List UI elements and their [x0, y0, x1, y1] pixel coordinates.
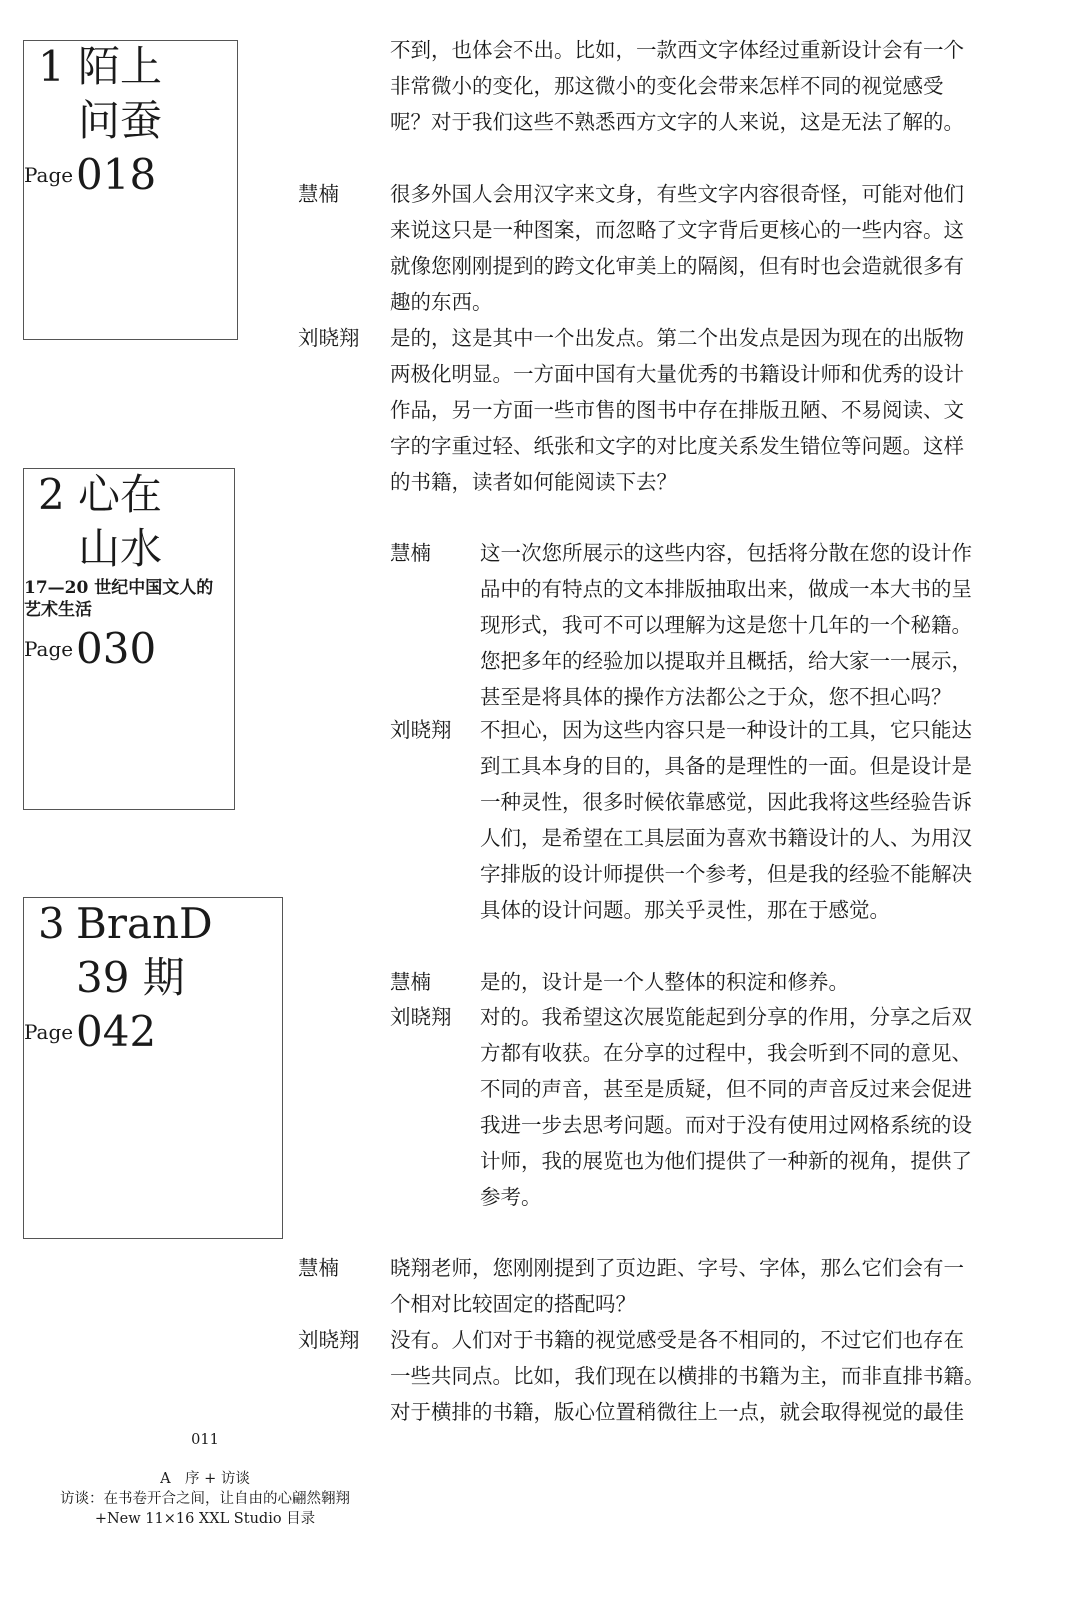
dialogue-paragraph: 对的。我希望这次展览能起到分享的作用，分享之后双 方都有收获。在分享的过程中，我会听到不同的意见、 不同的声音，甚至是质疑，但不同的声音反过来会促进 我进一步去思考问题。而对于没有使用过网格系统的设 计师，我的展览也为他们提供了一种新的视角，提供了 参考。 [480, 1005, 972, 1209]
page-number: 030 [76, 624, 157, 673]
dialogue-paragraph: 没有。人们对于书籍的视觉感受是各不相同的，不过它们也存在 一些共同点。比如，我们现在以横排的书籍为主，而非直排书籍。 对于横排的书籍，版心位置稍微往上一点，就会取得视觉的最佳 [390, 1328, 985, 1424]
dialogue-speaker: 慧楠 [298, 1256, 339, 1280]
dialogue-speaker: 慧楠 [298, 182, 339, 206]
dialogue-paragraph: 很多外国人会用汉字来文身，有些文字内容很奇怪，可能对他们 来说这只是一种图案，而忽略了文字背后更核心的一些内容。这 就像您刚刚提到的跨文化审美上的隔阂，但有时也会造就很多有 趣的东西。 [390, 182, 964, 314]
dialogue-paragraph: 是的，这是其中一个出发点。第二个出发点是因为现在的出版物 两极化明显。一方面中国有大量优秀的书籍设计师和优秀的设计 作品，另一方面一些市售的图书中存在排版丑陋、不易阅读、文 字的字重过轻、纸张和文字的对比度关系发生错位等问题。这样 的书籍，读者如何能阅读下去？ [390, 326, 964, 494]
dialogue-speaker: 慧楠 [390, 970, 431, 994]
box-title-line2: 39 期 [76, 953, 185, 1002]
dialogue-paragraph: 这一次您所展示的这些内容，包括将分散在您的设计作 品中的有特点的文本排版抽取出来，做成一本大书的呈 现形式，我可不可以理解为这是您十几年的一个秘籍。 您把多年的经验加以提取并且概括，给大家一一展示， 甚至是将具体的操作方法都公之于众，您不担心吗？ [480, 541, 972, 709]
box-title-line1: 心在 [78, 470, 163, 519]
dialogue-paragraph: 不到，也体会不出。比如，一款西文字体经过重新设计会有一个 非常微小的变化，那这微小的变化会带来怎样不同的视觉感受 呢？对于我们这些不熟悉西方文字的人来说，这是无法了解的。 [390, 38, 964, 134]
page-number: 042 [76, 1007, 157, 1056]
box-number: 2 [38, 470, 65, 519]
box-subtitle: 17—20 世纪中国文人的 艺术生活 [24, 578, 214, 620]
footer-article-title: 访谈：在书卷开合之间，让自由的心翩然翱翔 [60, 1491, 350, 1507]
box-number: 1 [38, 42, 65, 91]
box-title-line1: 陌上 [78, 42, 163, 91]
dialogue-paragraph: 是的，设计是一个人整体的积淀和修养。 [480, 970, 849, 994]
dialogue-speaker: 刘晓翔 [390, 718, 452, 742]
dialogue-speaker: 刘晓翔 [390, 1005, 452, 1029]
dialogue-paragraph: 不担心，因为这些内容只是一种设计的工具，它只能达 到工具本身的目的，具备的是理性的一面。但是设计是 一种灵性，很多时候依靠感觉，因此我将这些经验告诉 人们，是希望在工具层面为喜欢书籍设计的人、为用汉 字排版的设计师提供一个参考，但是我的经验不能解决 具体的设计问题。那关乎灵性，那在于感觉。 [480, 718, 972, 922]
box-number: 3 [38, 899, 65, 948]
page-label: Page [24, 1020, 74, 1044]
page-number: 018 [76, 150, 157, 199]
footer-book-title: +New 11×16 XXL Studio 目录 [94, 1511, 316, 1527]
page-label: Page [24, 637, 74, 661]
dialogue-speaker: 刘晓翔 [298, 326, 360, 350]
footer-page-number: 011 [191, 1432, 219, 1448]
toc-box-1 [23, 40, 238, 340]
box-title-line2: 问蚕 [78, 96, 163, 145]
footer-section: A 序 + 访谈 [160, 1471, 250, 1487]
dialogue-paragraph: 晓翔老师，您刚刚提到了页边距、字号、字体，那么它们会有一 个相对比较固定的搭配吗？ [390, 1256, 964, 1316]
box-title-line1: BranD [76, 899, 213, 948]
toc-box-3 [23, 897, 283, 1239]
box-title-line2: 山水 [78, 524, 163, 573]
page-label: Page [24, 163, 74, 187]
dialogue-speaker: 慧楠 [390, 541, 431, 565]
dialogue-speaker: 刘晓翔 [298, 1328, 360, 1352]
toc-box-2 [23, 468, 235, 810]
